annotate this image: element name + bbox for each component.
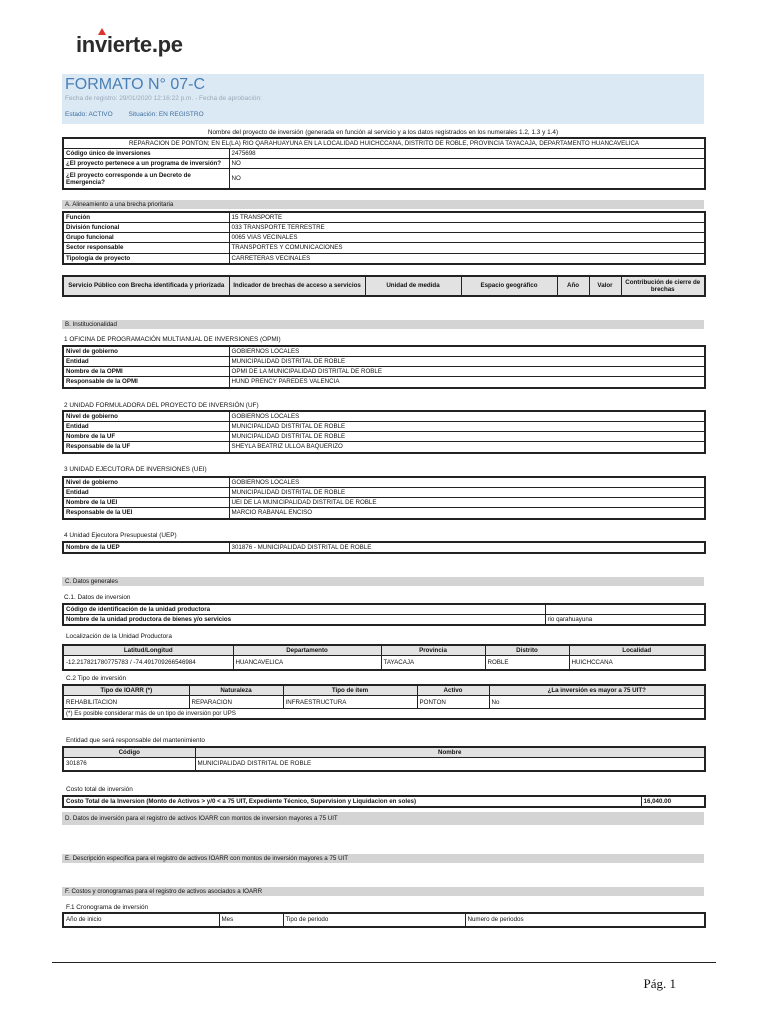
table-row: [63, 615, 705, 626]
row-label: Responsable de la UEI: [63, 508, 229, 519]
row-value: HUND PRENCY PAREDES VALENCIA: [229, 377, 705, 388]
cell: MUNICIPALIDAD DISTRITAL DE ROBLE: [195, 758, 705, 771]
section-b-title: B. Institucionalidad: [62, 320, 704, 329]
cell: REPARACION: [189, 696, 283, 709]
row-value: GOBIERNOS LOCALES: [229, 411, 705, 422]
column-header: Localidad: [569, 645, 705, 656]
cell: No: [489, 696, 705, 709]
row-value: CARRETERAS VECINALES: [229, 253, 705, 264]
column-header: Tipo de IOARR (*): [63, 685, 189, 696]
table-row: [63, 442, 705, 453]
row-value: MUNICIPALIDAD DISTRITAL DE ROBLE: [229, 432, 705, 442]
row-value: GOBIERNOS LOCALES: [229, 477, 705, 488]
column-header: Provincia: [381, 645, 485, 656]
footer-divider: [52, 962, 716, 963]
table-row: [63, 432, 705, 442]
project-name-label: Nombre del proyecto de inversión (generada en función al servicio y a los datos registrados en los numerales 1.2, 1.3 y 1.4): [207, 129, 559, 136]
table-row: [63, 253, 705, 264]
row-label: Sector responsable: [63, 243, 229, 253]
row-label: Nombre de la OPMI: [63, 367, 229, 377]
cell: TAYACAJA: [381, 656, 485, 670]
uf-title: 2 UNIDAD FORMULADORA DEL PROYECTO DE INVERSIÓN (UF): [64, 402, 259, 409]
cell: -12.217821780775783 / -74.491709266546984: [63, 656, 233, 670]
uf-table: [62, 410, 706, 454]
row-value: 301876 - MUNICIPALIDAD DISTRITAL DE ROBLE: [229, 542, 705, 553]
section-e-title: E. Descripción específica para el registro de activos IOARR con montos de inversión mayores a 75 UIT: [62, 854, 704, 863]
cell: ROBLE: [485, 656, 569, 670]
column-header: Código: [63, 747, 195, 758]
cost-value: 16,040.00: [641, 796, 705, 807]
row-label: Código único de inversiones: [63, 149, 229, 159]
column-header: ¿La inversión es mayor a 75 UIT?: [489, 685, 705, 696]
table-row: [63, 367, 705, 377]
column-header: Año de inicio: [63, 913, 219, 927]
c2-title: C.2 Tipo de inversión: [66, 675, 127, 682]
cell: INFRAESTRUCTURA: [283, 696, 417, 709]
table-row: [63, 796, 705, 807]
table-row: [63, 498, 705, 508]
column-header: Unidad de medida: [365, 276, 461, 296]
table-row: [63, 243, 705, 253]
cell: HUICHCCANA: [569, 656, 705, 670]
row-value: 2475698: [229, 149, 705, 159]
column-header: Año: [557, 276, 589, 296]
table-row: [63, 758, 705, 771]
table-row: [63, 542, 705, 553]
f1-table: [62, 912, 706, 928]
cell: HUANCAVELICA: [233, 656, 381, 670]
column-header: Departamento: [233, 645, 381, 656]
uep-title: 4 Unidad Ejecutora Presupuestal (UEP): [64, 532, 177, 539]
row-value: rio qarahuayuna: [545, 615, 705, 626]
table-row: [63, 149, 705, 159]
column-header: Contribución de cierre de brechas: [621, 276, 705, 296]
row-value: TRANSPORTES Y COMUNICACIONES: [229, 243, 705, 253]
row-label: División funcional: [63, 223, 229, 233]
row-label: Responsable de la UF: [63, 442, 229, 453]
row-label: ¿El proyecto corresponde a un Decreto de Emergencia?: [63, 169, 229, 189]
table-row: [63, 477, 705, 488]
cell: REHABILITACION: [63, 696, 189, 709]
invierte-logo: [76, 32, 183, 58]
entity-table: [62, 746, 706, 772]
row-value: 033 TRANSPORTE TERRESTRE: [229, 223, 705, 233]
column-header: Servicio Público con Brecha identificada y priorizada: [63, 276, 229, 296]
table-row: [63, 169, 705, 189]
row-value: [545, 604, 705, 615]
column-header: Tipo de ítem: [283, 685, 417, 696]
table-row: [63, 346, 705, 357]
c1-title: C.1. Datos de inversion: [64, 594, 131, 601]
page-number: Pág. 1: [643, 976, 676, 991]
table-row: [63, 604, 705, 615]
row-value: MARCIO RABANAL ENCISO: [229, 508, 705, 519]
column-header: Distrito: [485, 645, 569, 656]
section-f-title: F. Costos y cronogramas para el registro de activos asociados a IOARR: [62, 887, 704, 896]
f1-title: F.1 Cronograma de inversión: [66, 904, 149, 911]
table-row: [63, 488, 705, 498]
table-row: [63, 913, 705, 927]
row-label: Entidad: [63, 422, 229, 432]
row-label: Nivel de gobierno: [63, 477, 229, 488]
status-line: [65, 111, 218, 118]
column-header: Mes: [219, 913, 283, 927]
table-row: [63, 696, 705, 709]
uei-table: [62, 476, 706, 520]
table-row: [63, 709, 705, 720]
cell: PONTON: [417, 696, 489, 709]
table-row: [63, 377, 705, 388]
cost-table: [62, 795, 706, 808]
brecha-header-table: [62, 275, 706, 297]
section-a-title: A. Alineamiento a una brecha prioritaria: [62, 200, 704, 209]
project-name: REPARACION DE PONTON; EN EL(LA) RIO QARAHUAYUNA EN LA LOCALIDAD HUICHCCANA, DISTRITO DE ROBLE, PROVINCIA TAYACAJA, DEPARTAMENTO HUANCAVELICA: [63, 138, 705, 149]
row-label: Tipología de proyecto: [63, 253, 229, 264]
table-row: [63, 223, 705, 233]
column-header: Valor: [589, 276, 621, 296]
column-header: Naturaleza: [189, 685, 283, 696]
row-value: NO: [229, 159, 705, 169]
row-value: 0065 VIAS VECINALES: [229, 233, 705, 243]
section-a-table: [62, 211, 706, 265]
row-label: Función: [63, 212, 229, 223]
column-header: Espacio geográfico: [461, 276, 557, 296]
cell: 301876: [63, 758, 195, 771]
c2-note: (*) Es posible considerar más de un tipo de inversión por UPS: [63, 709, 705, 720]
opmi-title: 1 OFICINA DE PROGRAMACIÓN MULTIANUAL DE INVERSIONES (OPMI): [64, 336, 281, 343]
cost-label: Costo Total de la Inversion (Monto de Activos > y/0 < a 75 UIT, Expediente Técnico, Supervision y Liquidacion en soles): [63, 796, 641, 807]
row-value: GOBIERNOS LOCALES: [229, 346, 705, 357]
uei-title: 3 UNIDAD EJECUTORA DE INVERSIONES (UEI): [64, 466, 207, 473]
row-label: Código de identificación de la unidad productora: [63, 604, 545, 615]
c2-table: [62, 684, 706, 720]
row-value: 15 TRANSPORTE: [229, 212, 705, 223]
estado-label: Estado: ACTIVO: [65, 111, 113, 118]
row-value: MUNICIPALIDAD DISTRITAL DE ROBLE: [229, 488, 705, 498]
row-value: MUNICIPALIDAD DISTRITAL DE ROBLE: [229, 357, 705, 367]
row-label: Nombre de la unidad productora de bienes y/o servicios: [63, 615, 545, 626]
column-header: Tipo de periodo: [283, 913, 465, 927]
row-value: OPMI DE LA MUNICIPALIDAD DISTRITAL DE ROBLE: [229, 367, 705, 377]
column-header: Latitud/Longitud: [63, 645, 233, 656]
row-label: Responsable de la OPMI: [63, 377, 229, 388]
row-value: MUNICIPALIDAD DISTRITAL DE ROBLE: [229, 422, 705, 432]
row-value: NO: [229, 169, 705, 189]
row-label: Nombre de la UF: [63, 432, 229, 442]
column-header: Activo: [417, 685, 489, 696]
opmi-table: [62, 345, 706, 389]
cost-title: Costo total de inversión: [66, 786, 133, 793]
section-d-title: D. Datos de inversión para el registro de activos IOARR con montos de inversion mayores a 75 UIT: [62, 812, 704, 825]
row-label: Entidad: [63, 357, 229, 367]
logo-accent-icon: [98, 28, 106, 35]
form-title: FORMATO N° 07-C: [65, 76, 206, 93]
row-label: ¿El proyecto pertenece a un programa de inversión?: [63, 159, 229, 169]
table-row: [63, 233, 705, 243]
row-label: Nombre de la UEI: [63, 498, 229, 508]
column-header: Nombre: [195, 747, 705, 758]
table-row: [63, 159, 705, 169]
section-c-title: C. Datos generales: [62, 577, 704, 586]
row-label: Nivel de gobierno: [63, 411, 229, 422]
table-row: [63, 212, 705, 223]
table-row: [63, 656, 705, 670]
row-value: UEI DE LA MUNICIPALIDAD DISTRITAL DE ROBLE: [229, 498, 705, 508]
table-row: [63, 357, 705, 367]
row-value: SHEYLA BEATRIZ ULLOA BAQUERIZO: [229, 442, 705, 453]
c1-table: [62, 603, 706, 626]
situacion-label: Situación: EN REGISTRO: [128, 111, 204, 118]
logo-text: invierte.pe: [76, 32, 183, 57]
row-label: Nivel de gobierno: [63, 346, 229, 357]
location-table: [62, 644, 706, 671]
form-header: [62, 74, 704, 124]
ent-title: Entidad que será responsable del mantenimiento: [66, 737, 205, 744]
row-label: Nombre de la UEP: [63, 542, 229, 553]
registration-date: Fecha de registro: 29/01/2020 12:16:22 p.m. - Fecha de aprobación:: [65, 95, 262, 102]
column-header: Indicador de brechas de acceso a servicios: [229, 276, 365, 296]
row-label: Entidad: [63, 488, 229, 498]
uep-table: [62, 541, 706, 554]
project-table: [62, 137, 706, 190]
row-label: Grupo funcional: [63, 233, 229, 243]
table-row: [63, 508, 705, 519]
loc-title: Localización de la Unidad Productora: [66, 633, 172, 640]
table-row: [63, 411, 705, 422]
column-header: Numero de periodos: [465, 913, 705, 927]
table-row: [63, 422, 705, 432]
